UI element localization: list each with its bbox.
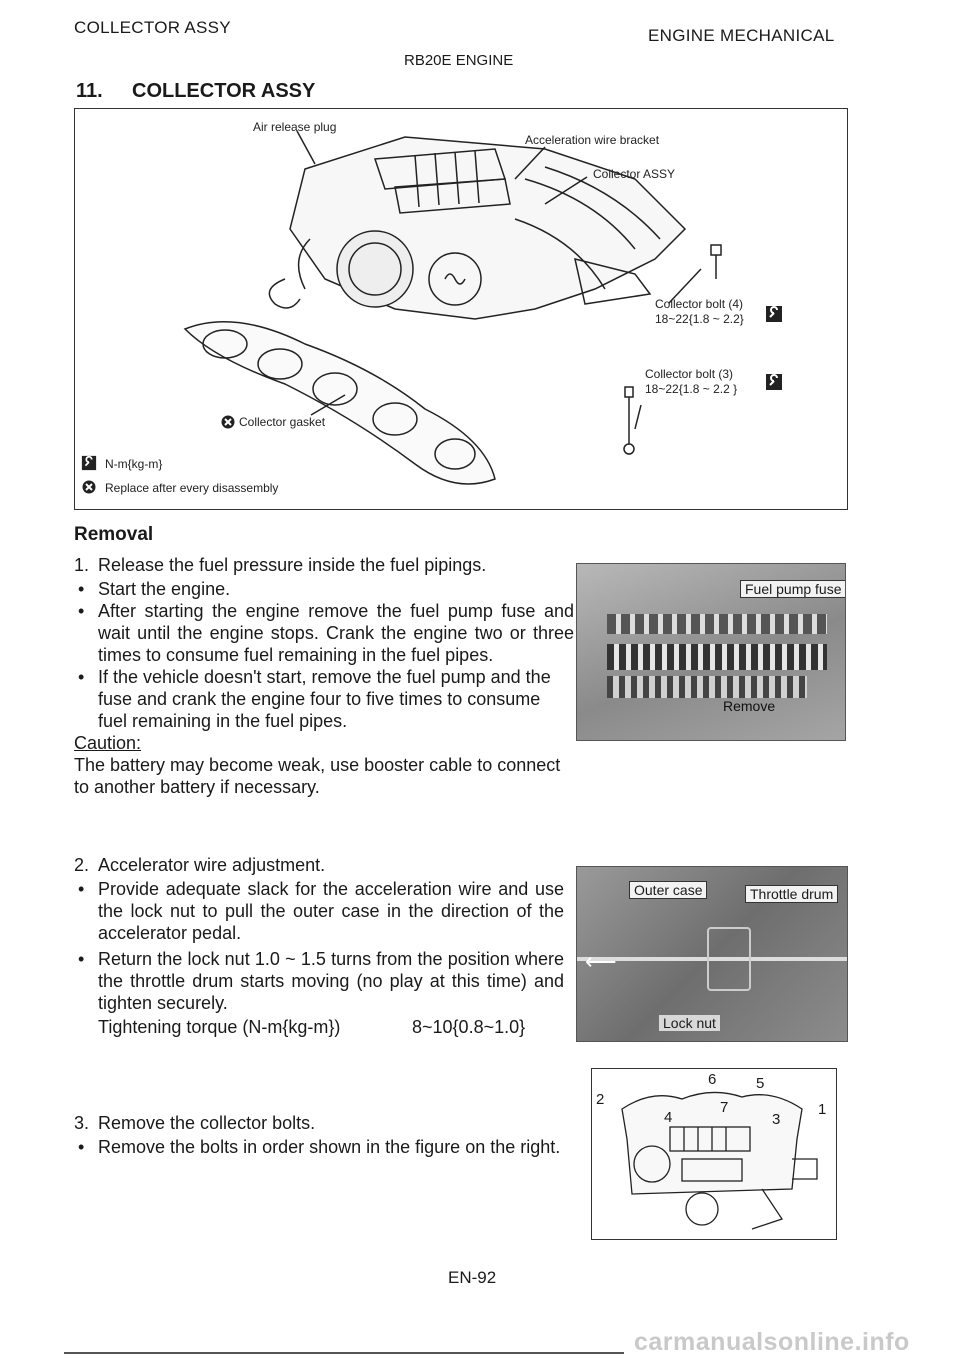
- step-3-title: 3. Remove the collector bolts.: [74, 1113, 316, 1133]
- bolt-order-number: 5: [756, 1075, 765, 1092]
- label-acceleration-wire-bracket: Acceleration wire bracket: [525, 133, 660, 147]
- tightening-torque-row: [74, 1016, 564, 1038]
- torque-icon: [81, 455, 97, 476]
- list-item: • Return the lock nut 1.0 ~ 1.5 turns from the position where the throttle drum starts moving (no play at this time) and tighten securely.: [78, 949, 564, 1013]
- collector-diagram: [74, 108, 848, 510]
- step-2-number: 2.: [74, 855, 90, 875]
- replace-icon: [82, 480, 96, 499]
- step-1-title: 1. Release the fuel pressure inside the fuel pipings.: [74, 555, 487, 575]
- removal-heading: Removal: [74, 524, 154, 545]
- step-3: [74, 1112, 564, 1158]
- step-1-number: 1.: [74, 555, 90, 575]
- label-outer-case: Outer case: [629, 881, 707, 899]
- fuse-box-photo: [576, 563, 846, 741]
- torque-collector-bolt-3: 18~22{1.8 ~ 2.2 }: [645, 382, 738, 396]
- footer-rule: [64, 1352, 624, 1354]
- section-title: COLLECTOR ASSY: [132, 80, 316, 102]
- label-collector-gasket: Collector gasket: [239, 415, 326, 429]
- torque-icon: [765, 373, 783, 396]
- torque-icon: [765, 305, 783, 328]
- label-remove: Remove: [723, 698, 776, 714]
- list-item: • After starting the engine remove the fuel pump fuse and wait until the engine stops. Crank the engine two or three times to consume fuel remaining in the fuel pipes.: [78, 601, 574, 665]
- legend-replace-note: Replace after every disassembly: [105, 481, 279, 495]
- running-header-left: COLLECTOR ASSY: [74, 18, 231, 37]
- caution-label: Caution:: [74, 733, 142, 753]
- label-lock-nut: Lock nut: [659, 1015, 720, 1031]
- bolt-order-number: 1: [818, 1101, 827, 1118]
- throttle-photo: [576, 866, 848, 1042]
- replace-icon: [221, 415, 235, 434]
- label-fuel-pump-fuse: Fuel pump fuse: [740, 580, 846, 598]
- label-throttle-drum: Throttle drum: [745, 885, 838, 903]
- list-item: • Provide adequate slack for the acceleration wire and use the lock nut to pull the outer case in the direction of the accelerator pedal.: [78, 879, 564, 943]
- label-collector-bolt-4: Collector bolt (4): [655, 297, 744, 311]
- bolt-order-number: 6: [708, 1071, 717, 1088]
- step-1: [74, 554, 574, 798]
- bolt-order-number: 2: [596, 1091, 605, 1108]
- step-3-number: 3.: [74, 1113, 90, 1133]
- site-watermark: carmanualsonline.info: [634, 1328, 910, 1356]
- legend-torque-unit: N-m{kg-m}: [105, 457, 163, 471]
- torque-collector-bolt-4: 18~22{1.8 ~ 2.2}: [655, 312, 744, 326]
- list-item: • Start the engine.: [78, 579, 231, 599]
- bolt-order-drawing: [592, 1069, 836, 1239]
- bolt-order-figure: [591, 1068, 837, 1240]
- section-number: 11.: [76, 80, 103, 102]
- running-header-right: ENGINE MECHANICAL: [648, 26, 835, 45]
- bolt-order-number: 3: [772, 1111, 781, 1128]
- engine-code: RB20E ENGINE: [404, 52, 514, 69]
- tightening-torque-value: 8~10{0.8~1.0}: [412, 1017, 526, 1037]
- arrow-left-icon: ⟵: [585, 949, 617, 974]
- label-air-release-plug: Air release plug: [253, 120, 337, 134]
- step-2-title: 2. Accelerator wire adjustment.: [74, 855, 326, 875]
- list-item: • Remove the bolts in order shown in the figure on the right.: [78, 1137, 561, 1157]
- tightening-torque-label: Tightening torque (N-m{kg-m}): [98, 1017, 341, 1037]
- label-collector-assy: Collector ASSY: [593, 167, 676, 181]
- label-collector-bolt-3: Collector bolt (3): [645, 367, 734, 381]
- bolt-order-number: 4: [664, 1109, 673, 1126]
- bolt-order-number: 7: [720, 1099, 729, 1116]
- step-2: [74, 854, 564, 1038]
- page-number: EN-92: [448, 1268, 497, 1287]
- list-item: • If the vehicle doesn't start, remove the fuel pump and the fuse and crank the engine four to five times to consume fuel remaining in the fuel pipes.: [78, 667, 551, 731]
- caution-text: The battery may become weak, use booster cable to connect to another battery if necessary.: [74, 755, 561, 797]
